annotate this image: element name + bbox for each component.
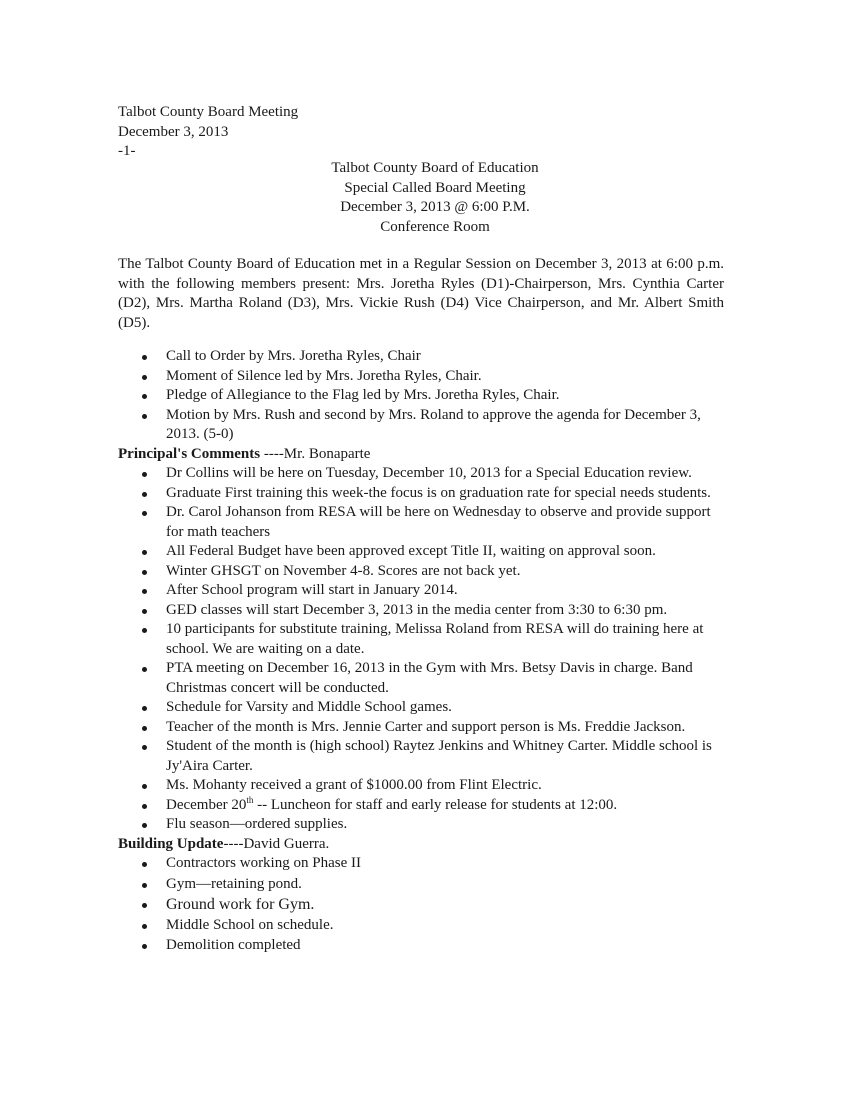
list-item: Ground work for Gym. <box>118 895 730 915</box>
list-item: All Federal Budget have been approved except Title II, waiting on approval soon. <box>118 542 730 562</box>
list-item: Call to Order by Mrs. Joretha Ryles, Chair <box>118 347 730 367</box>
title-location: Conference Room <box>380 218 490 235</box>
list-item: Student of the month is (high school) Raytez Jenkins and Whitney Carter. Middle school is Jy'Aira Carter. <box>118 737 730 776</box>
list-item: Gym—retaining pond. <box>118 875 730 895</box>
bullet-icon <box>142 883 147 888</box>
building-update-list <box>118 854 730 956</box>
bullet-icon <box>142 589 147 594</box>
document-title <box>260 159 610 237</box>
ordinal-suffix: th <box>246 794 254 805</box>
list-item: Graduate First training this week-the focus is on graduation rate for special needs students. <box>118 484 730 504</box>
bullet-icon <box>142 804 147 809</box>
bullet-icon <box>142 375 147 380</box>
list-item: After School program will start in January 2014. <box>118 581 730 601</box>
opening-items-list <box>118 347 730 445</box>
intro-paragraph: The Talbot County Board of Education met in a Regular Session on December 3, 2013 at 6:00 p.m. with the following members present: Mrs. Joretha Ryles (D1)-Chairperson, Mrs. Cynthia Carter (D2), Mrs. Martha Roland (D3), Mrs. Vickie Rush (D4) Vice Chairperson, and Mr. Albert Smith (D5). <box>118 256 724 331</box>
bullet-icon <box>142 414 147 419</box>
list-item: Ms. Mohanty received a grant of $1000.00 from Flint Electric. <box>118 776 730 796</box>
list-item: Demolition completed <box>118 936 730 956</box>
page-number: -1- <box>118 143 136 159</box>
title-datetime: December 3, 2013 @ 6:00 P.M. <box>340 199 530 215</box>
list-item: Dr. Carol Johanson from RESA will be here on Wednesday to observe and provide support for math teachers <box>118 503 730 542</box>
list-item: Schedule for Varsity and Middle School games. <box>118 698 730 718</box>
list-item: Pledge of Allegiance to the Flag led by Mrs. Joretha Ryles, Chair. <box>118 386 730 406</box>
list-item: Contractors working on Phase II <box>118 854 730 874</box>
bullet-icon <box>142 550 147 555</box>
bullet-icon <box>142 609 147 614</box>
page-header <box>118 103 298 162</box>
bullet-icon <box>142 472 147 477</box>
bullet-icon <box>142 492 147 497</box>
header-meeting-name: Talbot County Board Meeting <box>118 104 299 120</box>
bullet-icon <box>142 862 147 867</box>
title-meeting-type: Special Called Board Meeting <box>344 179 526 196</box>
list-item: Flu season—ordered supplies. <box>118 815 730 835</box>
bullet-icon <box>142 784 147 789</box>
bullet-icon <box>142 628 147 633</box>
bullet-icon <box>142 667 147 672</box>
bullet-icon <box>142 355 147 360</box>
bullet-icon <box>142 394 147 399</box>
header-date: December 3, 2013 <box>118 123 229 140</box>
list-item: PTA meeting on December 16, 2013 in the Gym with Mrs. Betsy Davis in charge. Band Christmas concert will be conducted. <box>118 659 730 698</box>
minutes-body <box>118 347 730 957</box>
list-item: December 20th -- Luncheon for staff and early release for students at 12:00. <box>118 796 730 816</box>
luncheon-date: December 20 <box>166 796 247 813</box>
list-item: Dr Collins will be here on Tuesday, December 10, 2013 for a Special Education review. <box>118 464 730 484</box>
bullet-icon <box>142 944 147 949</box>
building-update-heading: Building Update----David Guerra. <box>118 835 330 852</box>
principal-comments-heading: Principal's Comments ----Mr. Bonaparte <box>118 445 371 462</box>
list-item: Motion by Mrs. Rush and second by Mrs. Roland to approve the agenda for December 3, 2013. (5-0) <box>118 406 730 445</box>
building-presenter: ----David Guerra. <box>223 835 330 852</box>
list-item: Winter GHSGT on November 4-8. Scores are not back yet. <box>118 562 730 582</box>
list-item: Moment of Silence led by Mrs. Joretha Ryles, Chair. <box>118 367 730 387</box>
list-item: Middle School on schedule. <box>118 916 730 936</box>
bullet-icon <box>142 570 147 575</box>
principal-comments-list <box>118 464 730 835</box>
list-item: 10 participants for substitute training, Melissa Roland from RESA will do training here at school. We are waiting on a date. <box>118 620 730 659</box>
bullet-icon <box>142 924 147 929</box>
bullet-icon <box>142 706 147 711</box>
list-item: Teacher of the month is Mrs. Jennie Carter and support person is Ms. Freddie Jackson. <box>118 718 730 738</box>
bullet-icon <box>142 903 147 908</box>
bullet-icon <box>142 823 147 828</box>
bullet-icon <box>142 511 147 516</box>
principal-name: ----Mr. Bonaparte <box>260 445 371 462</box>
bullet-icon <box>142 726 147 731</box>
bullet-icon <box>142 745 147 750</box>
list-item: GED classes will start December 3, 2013 in the media center from 3:30 to 6:30 pm. <box>118 601 730 621</box>
title-board: Talbot County Board of Education <box>331 160 539 176</box>
